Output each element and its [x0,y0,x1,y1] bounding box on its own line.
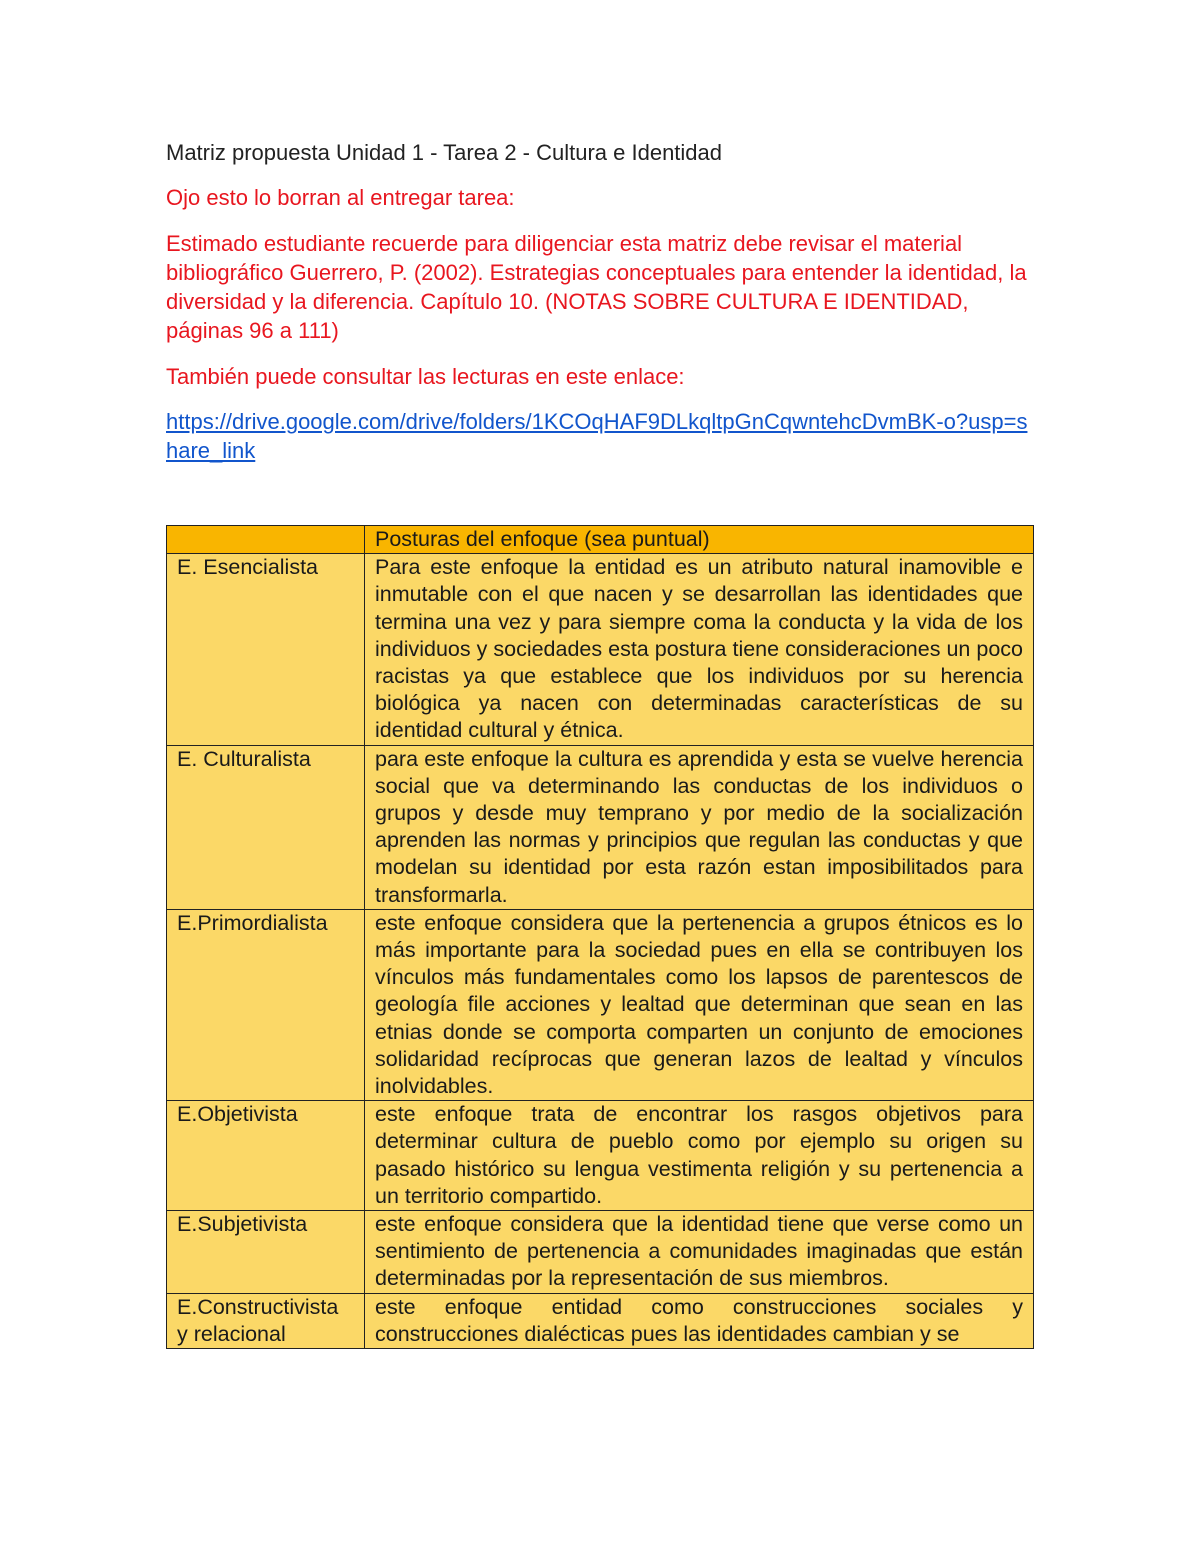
table-header-postures: Posturas del enfoque (sea puntual) [365,526,1034,554]
instructions-note: Estimado estudiante recuerde para diligenciar esta matriz debe revisar el material bibliográfico Guerrero, P. (2002). Estrategias conceptuales para entender la identidad, la diversidad y la diferencia. Capítulo 10. (NOTAS SOBRE CULTURA E IDENTIDAD, páginas 96 a 111) [166,231,1027,343]
table-row [167,1293,1034,1348]
row-description: este enfoque trata de encontrar los rasgos objetivos para determinar cultura de pueblo como por ejemplo su origen su pasado histórico su lengua vestimenta religión y su pertenencia a un territorio compartido. [365,1101,1034,1211]
row-description: este enfoque considera que la identidad tiene que verse como un sentimiento de pertenencia a comunidades imaginadas que están determinadas por la representación de sus miembros. [365,1211,1034,1294]
row-label: E.Objetivista [167,1101,365,1211]
table-row [167,745,1034,909]
row-description: este enfoque considera que la pertenencia a grupos étnicos es lo más importante para la sociedad pues en ella se contribuyen los vínculos más fundamentales como los lapsos de parentescos de geología file acciones y lealtad que determinan que sean en las etnias donde se comporta comparten un conjunto de emociones solidaridad recíprocas que generan lazos de lealtad y vínculos inolvidables. [365,909,1034,1100]
row-label: E.Constructivista y relacional [167,1293,365,1348]
drive-folder-link[interactable]: https://drive.google.com/drive/folders/1KCOqHAF9DLkqltpGnCqwntehcDvmBK-o?usp=share_link [166,409,1028,463]
table-row [167,909,1034,1100]
row-label: E. Esencialista [167,554,365,745]
readings-note: También puede consultar las lecturas en este enlace: [166,364,685,389]
table-row [167,1211,1034,1294]
table-header-row [167,526,1034,554]
row-label: E.Primordialista [167,909,365,1100]
row-label: E.Subjetivista [167,1211,365,1294]
table-header-corner [167,526,365,554]
table-row [167,1101,1034,1211]
row-description: Para este enfoque la entidad es un atributo natural inamovible e inmutable con el que nacen y se desarrollan las identidades que termina una vez y para siempre coma la conducta y la vida de los individuos y sociedades esta postura tiene consideraciones un poco racistas ya que establece que los individuos por su herencia biológica ya nacen con determinadas características de su identidad cultural y étnica. [365,554,1034,745]
document-title: Matriz propuesta Unidad 1 - Tarea 2 - Cultura e Identidad [166,140,723,165]
row-description: para este enfoque la cultura es aprendida y esta se vuelve herencia social que va determinando las conductas de los individuos o grupos y desde muy temprano y por medio de la socialización aprenden las normas y principios que regulan las conductas y que modelan su identidad por esta razón estan imposibilitados para transformarla. [365,745,1034,909]
row-label: E. Culturalista [167,745,365,909]
table-row [167,554,1034,745]
warning-note: Ojo esto lo borran al entregar tarea: [166,185,515,210]
identity-approaches-table [166,525,1034,1349]
row-description: este enfoque entidad como construcciones sociales y construcciones dialécticas pues las identidades cambian y se [365,1293,1034,1348]
